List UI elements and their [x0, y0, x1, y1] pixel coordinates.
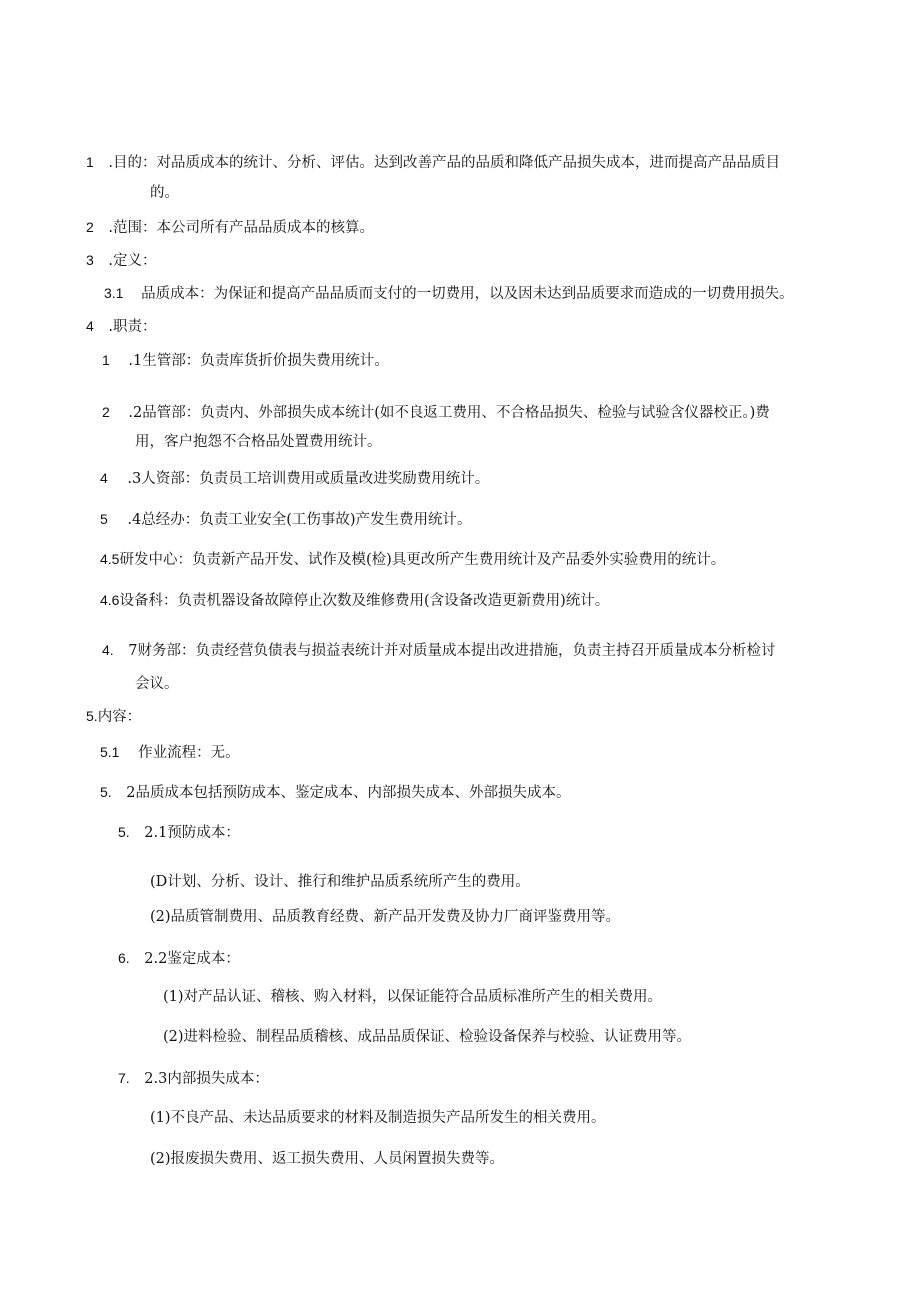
section-number: 1	[86, 154, 94, 170]
section-number: 7.	[118, 1070, 130, 1086]
section-4-5	[100, 549, 725, 570]
section-4-4	[100, 509, 472, 530]
section-number: 5.1	[100, 744, 120, 760]
section-text: .职责：	[108, 319, 157, 335]
section-number: 3	[86, 252, 94, 268]
section-text: 2品质成本包括预防成本、鉴定成本、内部损失成本、外部损失成本。	[126, 785, 571, 801]
section-text: 设备科：负责机器设备故障停止次数及维修费用(含设备改造更新费用)统计。	[119, 593, 610, 609]
section-number: 2	[102, 404, 110, 420]
section-text: 作业流程：无。	[138, 745, 240, 761]
section-number: 5.	[118, 824, 130, 840]
section-number: 4	[86, 318, 94, 334]
section-text: 研发中心：负责新产品开发、试作及模(检)具更改所产生费用统计及产品委外实验费用的统计。	[119, 552, 726, 568]
section-text: 品质成本：为保证和提高产品品质而支付的一切费用，以及因未达到品质要求而造成的一切费用损失。	[141, 286, 794, 302]
list-item: (1)不良产品、未达品质要求的材料及制造损失产品所发生的相关费用。	[150, 1110, 606, 1126]
section-text: .3人资部：负责员工培训费用或质量改进奖励费用统计。	[127, 471, 490, 487]
section-number: 4.6	[100, 592, 120, 608]
section-number: 5.	[86, 708, 98, 724]
section-text: 内容：	[97, 709, 142, 725]
section-text: .定义：	[108, 253, 157, 269]
section-text: 2.3内部损失成本：	[144, 1071, 269, 1087]
section-4-7-continuation: 会议。	[135, 676, 179, 692]
section-text: 2.1预防成本：	[144, 825, 240, 841]
list-item: (2)进料检验、制程品质稽核、成品品质保证、检验设备保养与校验、认证费用等。	[163, 1029, 692, 1045]
section-4-1	[102, 350, 389, 371]
section-5-1	[100, 742, 240, 763]
section-text: 2.2鉴定成本：	[144, 951, 240, 967]
section-5-2-2	[118, 948, 240, 969]
section-number: 3.1	[104, 285, 124, 301]
section-text: .4总经办：负责工业安全(工伤事故)产发生费用统计。	[127, 512, 472, 528]
section-4-2-continuation: 用，客户抱怨不合格品处置费用统计。	[135, 434, 382, 450]
section-text: .1生管部：负责库货折价损失费用统计。	[128, 353, 389, 369]
section-3	[86, 250, 157, 271]
section-text: .2品管部：负责内、外部损失成本统计(如不良返工费用、不合格品损失、检验与试验含仪器校正。)费	[128, 405, 770, 421]
section-4-3	[100, 468, 489, 489]
section-number: 6.	[118, 950, 130, 966]
section-number: 1	[102, 352, 110, 368]
section-number: 4.	[102, 642, 114, 658]
section-4-7	[102, 640, 776, 661]
section-number: 4	[100, 470, 108, 486]
section-number: 5.	[100, 784, 112, 800]
section-1-continuation: 的。	[150, 185, 179, 201]
section-1	[86, 152, 780, 173]
section-5-2	[100, 782, 571, 803]
section-number: 2	[86, 219, 94, 235]
section-text: 7财务部：负责经营负债表与损益表统计并对质量成本提出改进措施，负责主持召开质量成本分析检讨	[128, 643, 776, 659]
section-number: 4.5	[100, 551, 120, 567]
section-4	[86, 316, 157, 337]
section-number: 5	[100, 511, 108, 527]
section-text: .目的：对品质成本的统计、分析、评估。达到改善产品的品质和降低产品损失成本，进而提高产品品质目	[108, 155, 781, 171]
list-item: (1)对产品认证、稽核、购入材料，以保证能符合品质标准所产生的相关费用。	[163, 989, 663, 1005]
section-3-1	[104, 283, 794, 304]
list-item: (2)报废损失费用、返工损失费用、人员闲置损失费等。	[150, 1151, 505, 1167]
list-item: (D计划、分析、设计、推行和维护品质系统所产生的费用。	[150, 874, 530, 890]
section-5	[86, 706, 141, 727]
section-2	[86, 217, 374, 238]
section-5-2-3	[118, 1068, 269, 1089]
section-text: .范围：本公司所有产品品质成本的核算。	[108, 220, 375, 236]
section-4-2	[102, 402, 770, 423]
section-5-2-1	[118, 822, 240, 843]
list-item: (2)品质管制费用、品质教育经费、新产品开发费及协力厂商评鉴费用等。	[150, 909, 621, 925]
section-4-6	[100, 590, 609, 611]
